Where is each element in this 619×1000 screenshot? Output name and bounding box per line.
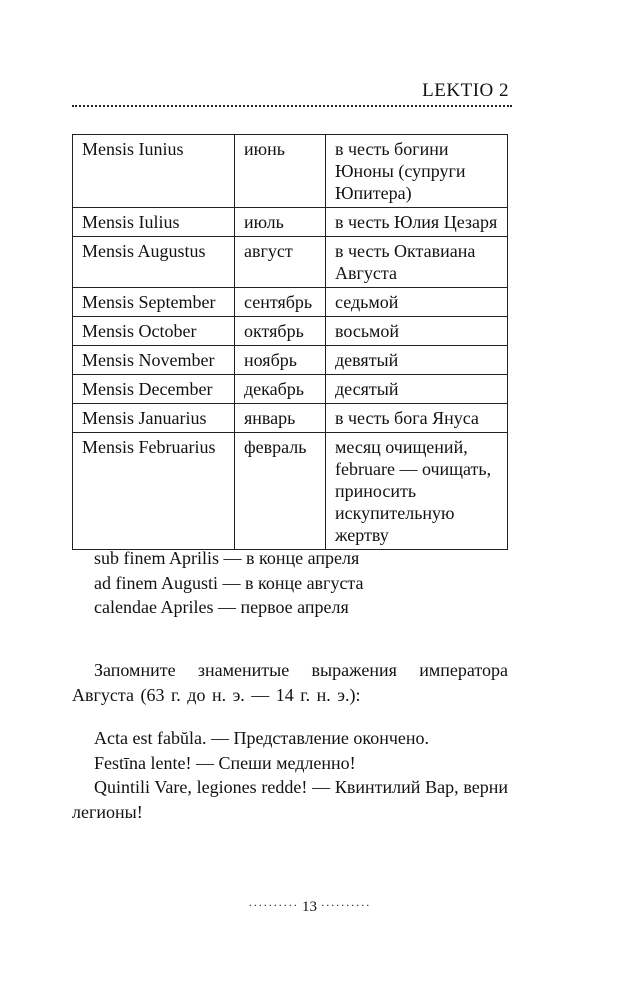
table-row — [73, 317, 508, 346]
latin-name-cell: Mensis Iulius — [73, 208, 235, 237]
origin-cell: восьмой — [326, 317, 508, 346]
latin-name-cell: Mensis December — [73, 375, 235, 404]
table-row — [73, 404, 508, 433]
origin-cell: седьмой — [326, 288, 508, 317]
russian-name-cell: сентябрь — [235, 288, 326, 317]
table-row — [73, 346, 508, 375]
origin-cell: девятый — [326, 346, 508, 375]
expressions-intro: Запомните знаменитые выражения императора Августа (63 г. до н. э. — 14 г. н. э.): — [72, 660, 508, 705]
expression-item: Festīna lente! — Спеши медленно! — [94, 752, 356, 773]
left-dots: ·········· — [248, 898, 299, 912]
origin-cell: месяц очищений, februare — очищать, приносить искупительную жертву — [326, 433, 508, 550]
table-row — [73, 237, 508, 288]
table-row — [73, 288, 508, 317]
page-number-footer — [0, 898, 619, 916]
table-row — [73, 135, 508, 208]
latin-name-cell: Mensis November — [73, 346, 235, 375]
russian-name-cell: февраль — [235, 433, 326, 550]
russian-name-cell: август — [235, 237, 326, 288]
expression-item: Quintili Vare, legiones redde! — Квинтилий Вар, верни легионы! — [72, 777, 508, 822]
date-phrase: sub finem Aprilis — в конце апреля — [94, 548, 360, 568]
date-phrase: ad finem Augusti — в конце августа — [94, 572, 364, 593]
table-row — [73, 375, 508, 404]
origin-cell: в честь Юлия Цезаря — [326, 208, 508, 237]
page-number: 13 — [302, 899, 317, 915]
russian-name-cell: октябрь — [235, 317, 326, 346]
expressions-list — [72, 726, 508, 824]
origin-cell: в честь бога Януса — [326, 404, 508, 433]
table-row — [73, 208, 508, 237]
expressions-intro-block — [72, 658, 508, 707]
expression-item: Acta est fabŭla. — Представление окончено. — [94, 728, 430, 748]
latin-name-cell: Mensis Iunius — [73, 135, 235, 208]
months-table — [72, 134, 508, 550]
running-header: LEKTIO 2 — [422, 80, 509, 101]
header-dotted-rule — [72, 105, 512, 107]
right-dots: ·········· — [320, 898, 371, 912]
latin-name-cell: Mensis Januarius — [73, 404, 235, 433]
latin-name-cell: Mensis Augustus — [73, 237, 235, 288]
date-phrases — [72, 546, 508, 620]
russian-name-cell: июнь — [235, 135, 326, 208]
russian-name-cell: ноябрь — [235, 346, 326, 375]
origin-cell: десятый — [326, 375, 508, 404]
russian-name-cell: январь — [235, 404, 326, 433]
origin-cell: в честь Октавиана Августа — [326, 237, 508, 288]
origin-cell: в честь богини Юноны (супруги Юпитера) — [326, 135, 508, 208]
latin-name-cell: Mensis October — [73, 317, 235, 346]
table-row — [73, 433, 508, 550]
date-phrase: calendae Apriles — первое апреля — [94, 597, 349, 617]
latin-name-cell: Mensis September — [73, 288, 235, 317]
russian-name-cell: июль — [235, 208, 326, 237]
latin-name-cell: Mensis Februarius — [73, 433, 235, 550]
russian-name-cell: декабрь — [235, 375, 326, 404]
